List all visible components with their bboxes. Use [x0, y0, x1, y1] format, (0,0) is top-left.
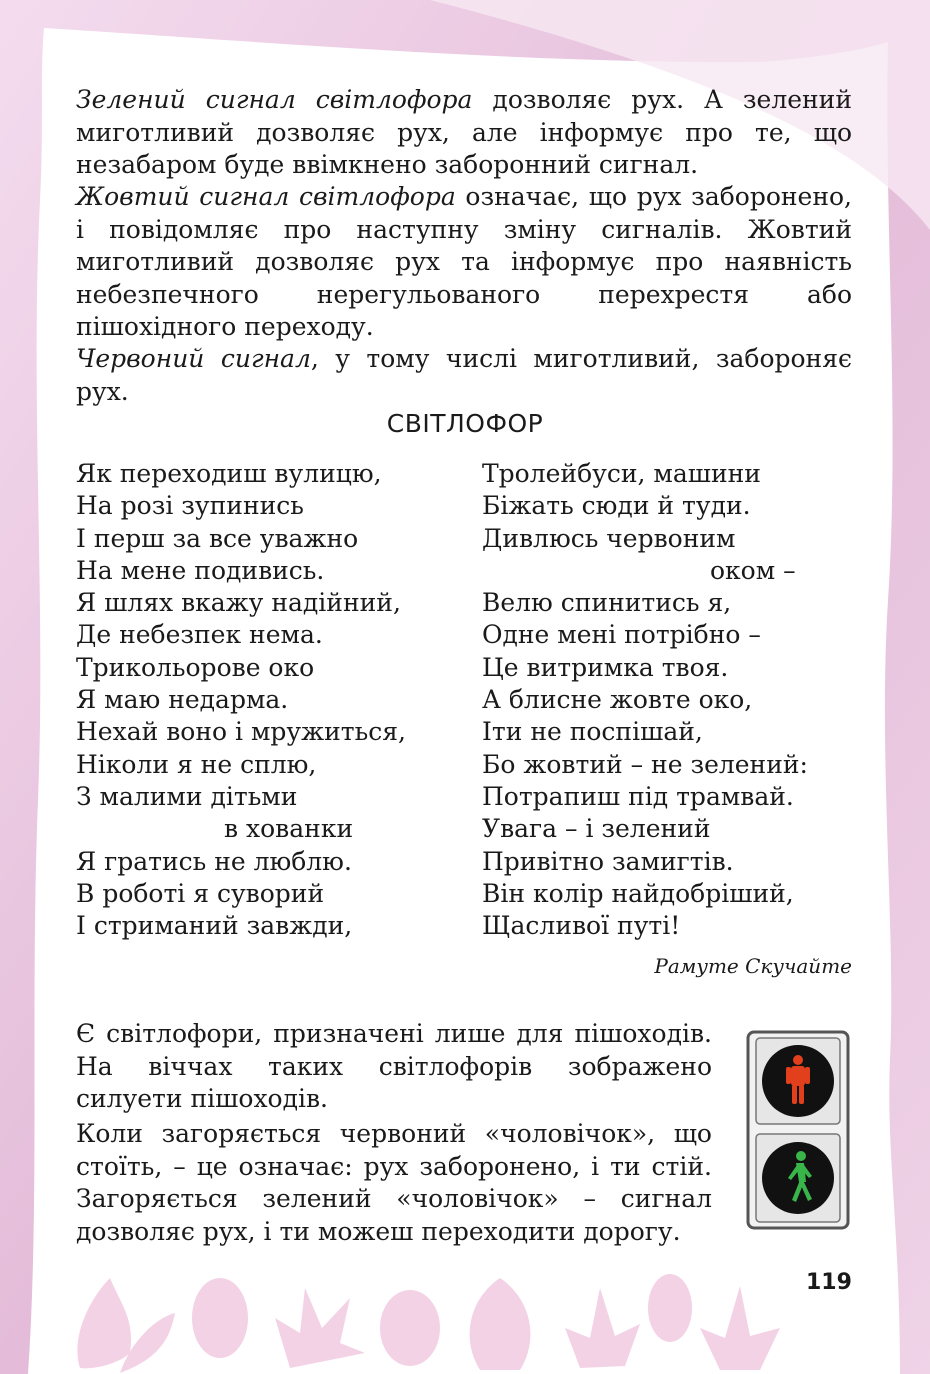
poem-line: оком – [710, 555, 796, 585]
poem-line: Щасливої путі! [482, 911, 681, 941]
yellow-signal-term: Жовтий сигнал світлофора [76, 182, 456, 211]
red-signal-term: Червоний сигнал [76, 344, 311, 373]
poem-line: Нехай воно і мружиться, [76, 717, 406, 747]
poem-line: Увага – і зелений [482, 814, 711, 844]
poem-line: Він колір найдобріший, [482, 878, 794, 908]
poem-line: Дивлюсь червоним [482, 523, 736, 553]
poem-line: Як переходиш вулицю, [76, 459, 382, 488]
poem-line: В роботі я суворий [76, 878, 325, 908]
poem-line: Я маю недарма. [76, 685, 289, 715]
pedestrian-traffic-light-icon [746, 1030, 850, 1230]
green-signal-paragraph [76, 84, 852, 182]
green-signal-term: Зелений сигнал світлофора [76, 85, 473, 114]
poem-line: Потрапиш під трамвай. [482, 781, 794, 811]
poem-line: Одне мені потрібно – [482, 620, 761, 650]
poem-line: Ніколи я не сплю, [76, 749, 317, 779]
poem-line: Це витримка твоя. [482, 652, 729, 682]
poem-line: А блисне жовте око, [482, 685, 753, 715]
poem-line: Де небезпек нема. [76, 620, 323, 650]
green-signal-text: дозволяє рух. А зелений миготливий дозволяє рух, але інформує про те, що незабаром буде ввімкнено заборонний сигнал. [76, 85, 852, 179]
poem-line: Я шлях вкажу надійний, [76, 588, 401, 618]
yellow-signal-paragraph [76, 181, 852, 344]
poem-line: На мене подивись. [76, 555, 325, 585]
poem-line: Бо жовтий – не зелений: [482, 749, 808, 779]
poem-title: СВІТЛОФОР [386, 409, 544, 438]
poem-line: Трикольорове око [76, 652, 315, 682]
poem-line: І перш за все уважно [76, 523, 359, 553]
pedestrian-lights-paragraph: Є світлофори, призначені лише для пішоходів. На віччах таких світлофорів зображено силуети пішоходів. [76, 1019, 712, 1113]
decorative-leaves [60, 1258, 820, 1374]
poem-left-column [76, 458, 466, 942]
poem-line: На розі зупинись [76, 491, 304, 521]
red-signal-text: , у тому числі миготливий, забороняє рух. [76, 344, 852, 406]
poem-line: Привітно замигтів. [482, 846, 734, 876]
poem-line: Тролейбуси, машини [482, 459, 761, 488]
poem-line: Велю спинитись я, [482, 588, 732, 618]
page-number: 119 [806, 1270, 852, 1295]
poem-line: в хованки [224, 814, 354, 844]
poem-line: З малими дітьми [76, 781, 298, 811]
poem-line: Біжать сюди й туди. [482, 491, 751, 521]
poem-line: І стриманий завжди, [76, 911, 353, 941]
yellow-signal-text: означає, що рух заборонено, і повідомляє про наступну зміну сигналів. Жовтий миготливий дозволяє рух та інформує про наявність небезпечного нерегульованого перехрестя або пішохідного переходу. [76, 182, 852, 341]
red-signal-paragraph [76, 343, 852, 408]
poem-line: Іти не поспішай, [482, 717, 703, 747]
poem-author: Рамуте Скучайте [654, 954, 852, 978]
poem-line: Я гратись не люблю. [76, 846, 352, 876]
poem-right-column [482, 458, 842, 942]
pedestrian-signals-paragraph: Коли загоряється червоний «чоловічок», що стоїть, – це означає: рух заборонено, і ти стій. Загоряється зелений «чоловічок» – сигнал дозволяє рух, і ти можеш переходити дорогу. [76, 1119, 712, 1246]
